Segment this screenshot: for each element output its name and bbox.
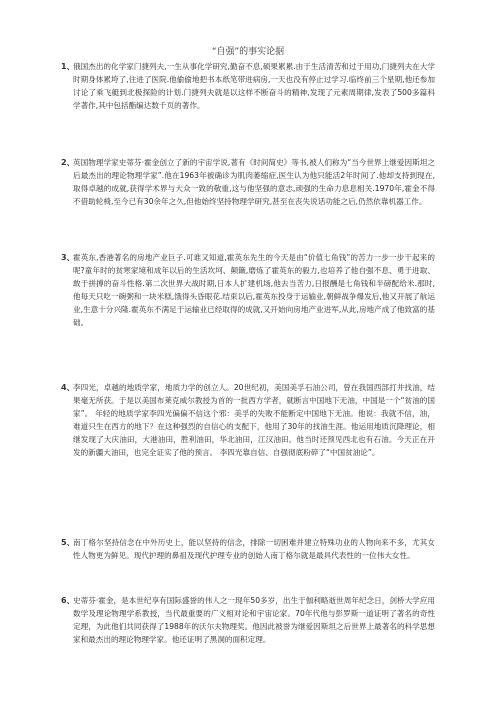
paragraph-text: 史蒂芬·霍金，是本世纪享有国际盛誉的伟人之一现年50多岁，出生于伽利略逝世周年纪念日，剑桥大学应用数学及理论物理学系教授，当代最重要的广义相对论和宇宙论家。70年代他与彭罗斯一道证明了著名的奇性定理，为此他们共同获得了1988年的沃尔夫物理奖。他因此被誉为继爱因斯坦之后世界上最著名的科学思想家和最杰出的理论物理学家。他还证明了黑洞的面积定理。 <box>73 596 435 644</box>
paragraph-text: 俄国杰出的化学家门捷列夫,一生从事化学研究,勤奋不息,硕果累累.由于生活清苦和过于用功,门捷列夫在大学时期身体累垮了,住进了医院.他偷偷地把书本纸笔带进病房,一天也没有停止过学习.临终前三个星期,他还参加讨论了乘飞艇到北极探险的计划.门捷列夫就是以这样不断奋斗的精神,发现了元素周期律,发表了500多篇科学著作,其中包括酯编达数千页的著作。 <box>73 62 435 110</box>
paragraph-number: 5、 <box>61 538 75 547</box>
paragraph-text: 英国物理学家史蒂芬·霍金创立了新的宇宙学说,著有《时间简史》等书,被人们称为“当今世界上继爱因斯坦之后最杰出的理论物理学家”.他在1963年被确诊为肌肉萎缩症,医生认为他只能活2年时间了.他却支持到现在,取得卓越的成就,获得学术界与大众一致的敬重,这与他坚强的意志,顽强的生命力息息相关.1970年,霍金不得不借助轮椅,至今已有30余年之久,但他始终坚持物理学研究,甚至在丧失说话功能之后,仍然依靠机器工作。 <box>73 158 435 206</box>
paragraph-text: 霍英东,香港著名的房地产业巨子.可谁又知道,霍英东先生的今天是由“价值七角钱”的苦力一步一步干起来的呢?童年时的贫寒家境和成年以后的生活坎坷、颠簸,磨炼了霍英东的毅力,也培养了他自强不息、勇于进取、敢于拼搏的奋斗性格.第二次世界大战时期,日本人扩建机场,他去当苦力,日报酬是七角钱和半磅配给米.那时,他每天只吃一碗粥和一块米糕,饿得头昏眼花.结束以后,霍英东投身于运输业,朝鲜战争爆发后,他又开展了航运业,生意十分兴隆.霍英东不满足于运输业已经取得的成就,又开始向房地产业进军,从此,房地产成了他致富的基础。 <box>73 253 435 327</box>
paragraph-text: 李四光，卓越的地质学家，地质力学的创立人。20世纪初，美国美孚石油公司，曾在我国西部打井找油，结果毫无所获。于是以美国布莱克威尔教授为首的一批西方学者，就断言中国地下无油，中国是一个“贫油的国家”。 年轻的地质学家李四光偏偏不信这个邪：美孚的失败不能断定中国地下无油。他说：我就不信，油，难道只生在西方的地下？在这种强烈的自信心的支配下，他用了30年的找油生涯。他运用地质沉降理论，相继发现了大庆油田，大港油田，胜利油田，华北油田，江汉油田。他当时还预见西北也有石油。今天正在开发的新疆大油田，也完全证实了他的预言。 李四光靠自信、自强彻底粉碎了“中国贫油论”。 <box>73 383 435 457</box>
paragraph-6 <box>61 594 435 646</box>
document-title: “自强”的事实论据 <box>211 47 285 57</box>
paragraph-1 <box>61 60 435 112</box>
paragraph-5 <box>61 536 435 562</box>
paragraph-number: 1、 <box>61 62 75 71</box>
paragraph-4 <box>61 381 435 459</box>
paragraph-3 <box>61 251 435 329</box>
paragraph-number: 3、 <box>61 253 75 262</box>
paragraph-number: 4、 <box>61 383 75 392</box>
paragraph-text: 南丁格尔坚持信念在中外历史上，能以坚持的信念，排除一切困难并建立特殊功业的人物向来不多，尤其女性人物更为鲜见。现代护理的鼻祖及现代护理专业的创始人南丁格尔就是最具代表性的一位伟大女性。 <box>73 538 435 560</box>
paragraph-number: 2、 <box>61 158 75 167</box>
paragraph-number: 6、 <box>61 596 75 605</box>
paragraph-2 <box>61 156 435 208</box>
